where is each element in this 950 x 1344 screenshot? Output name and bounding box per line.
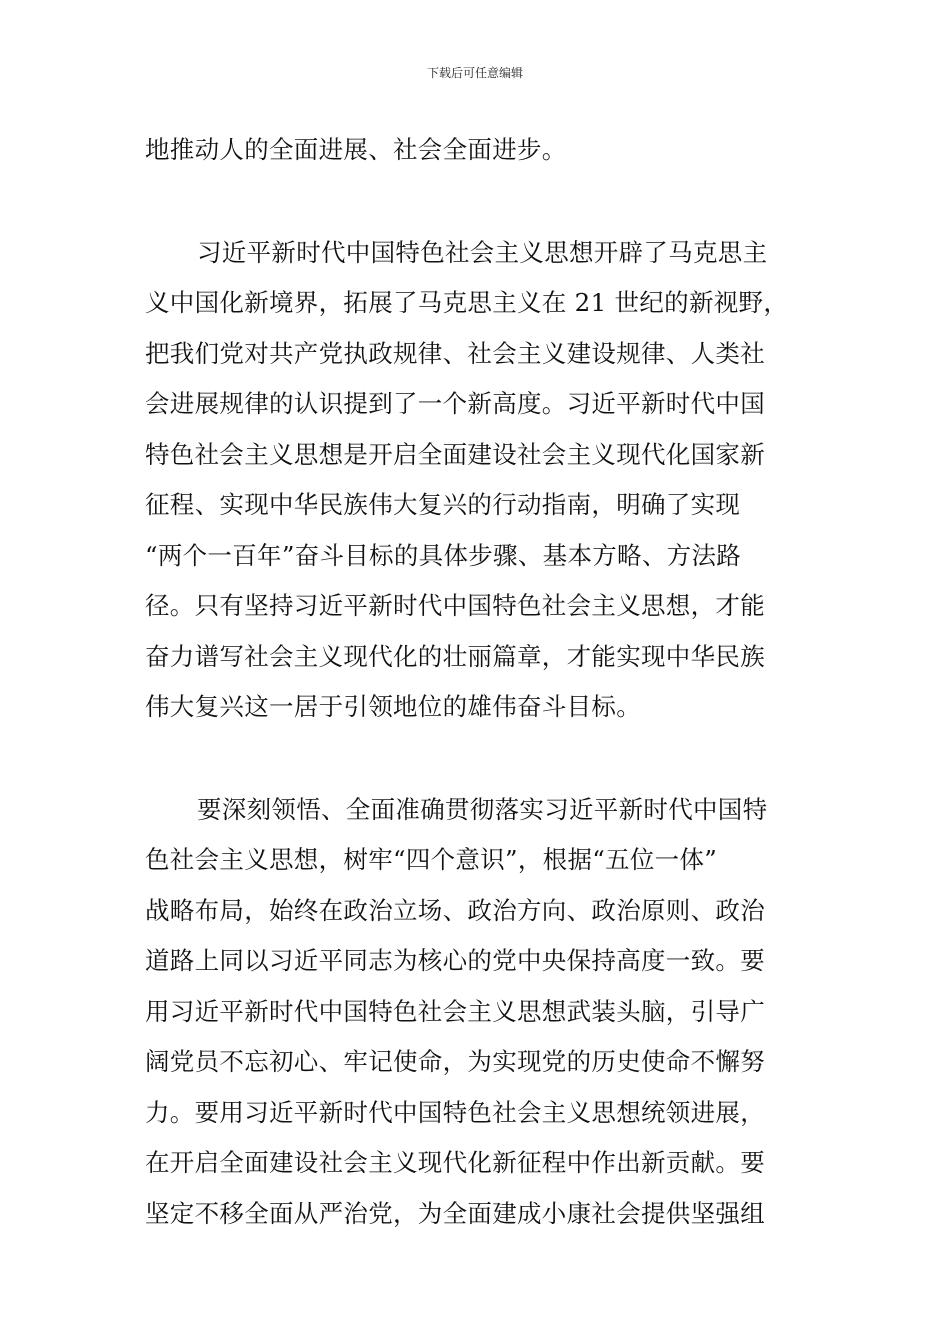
paragraph-gap (145, 740, 807, 792)
text-line: 奋力谱写社会主义现代化的壮丽篇章，才能实现中华民族 (145, 641, 765, 671)
text-line: 要深刻领悟、全面准确贯彻落实习近平新时代中国特 (197, 794, 768, 824)
text-line: 径。只有坚持习近平新时代中国特色社会主义思想，才能 (145, 591, 765, 620)
paragraph-3 (145, 792, 807, 1247)
text-line: 用习近平新时代中国特色社会主义思想武装头脑，引导广 (145, 996, 765, 1026)
text-line: 义中国化新境界，拓展了马克思主义在 21 世纪的新视野， (145, 288, 789, 317)
text-line: 会进展规律的认识提到了一个新高度。习近平新时代中国 (145, 389, 765, 418)
text-line: 习近平新时代中国特色社会主义思想开辟了马克思主 (197, 237, 768, 267)
text-line: 把我们党对共产党执政规律、社会主义建设规律、人类社 (145, 338, 765, 368)
paragraph-2 (145, 235, 807, 740)
text-line: 道路上同以习近平同志为核心的党中央保持高度一致。要 (145, 946, 765, 975)
text-line: 战略布局，始终在政治立场、政治方向、政治原则、政治 (145, 895, 765, 925)
text-line: 伟大复兴这一居于引领地位的雄伟奋斗目标。 (145, 692, 641, 721)
document-body (145, 132, 807, 1246)
text-line: 力。要用习近平新时代中国特色社会主义思想统领进展， (145, 1097, 765, 1127)
text-line: 阔党员不忘初心、牢记使命，为实现党的历史使命不懈努 (145, 1047, 765, 1076)
text-line: “两个一百年”奋斗目标的具体步骤、基本方略、方法路 (145, 540, 742, 570)
paragraph-gap (145, 183, 807, 235)
text-line: 特色社会主义思想是开启全面建设社会主义现代化国家新 (145, 439, 765, 469)
paragraph-continuation (145, 132, 807, 183)
text-line: 地推动人的全面进展、社会全面进步。 (145, 135, 567, 164)
text-line: 坚定不移全面从严治党，为全面建成小康社会提供坚强组 (145, 1198, 765, 1228)
text-line: 色社会主义思想，树牢“四个意识”，根据“五位一体” (145, 845, 718, 874)
page-header: 下载后可任意编辑 (426, 66, 523, 80)
text-line: 在开启全面建设社会主义现代化新征程中作出新贡献。要 (145, 1148, 765, 1177)
text-line: 征程、实现中华民族伟大复兴的行动指南，明确了实现 (145, 490, 741, 519)
